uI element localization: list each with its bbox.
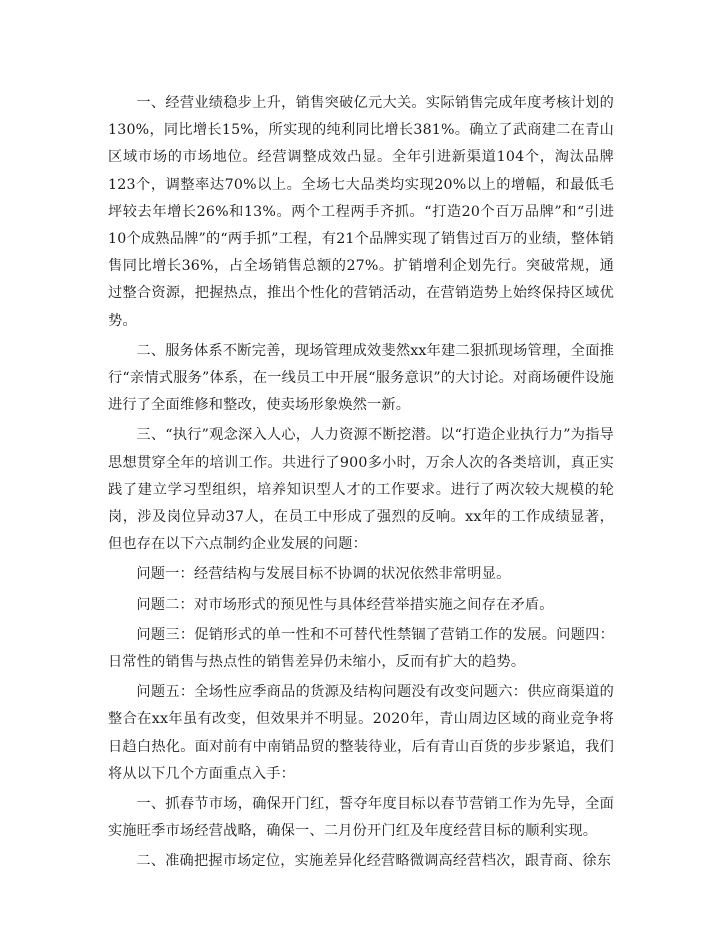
paragraph-problem-3-4: 问题三：促销形式的单一性和不可替代性禁锢了营销工作的发展。问题四：日常性的销售与热点性的销售差异仍未缩小，反而有扩大的趋势。 [108, 626, 614, 671]
paragraph-business-performance: 一、经营业绩稳步上升，销售突破亿元大关。实际销售完成年度考核计划的130%，同比增长15%，所实现的纯利同比增长381%。确立了武商建二在青山区域市场的市场地位。经营调整成效凸显。全年引进新渠道104个，淘汰品牌123个，调整率达70%以上。全场七大品类均实现20%以上的增幅，和最低毛坪较去年增长26%和13%。两个工程两手齐抓。“打造20个百万品牌”和“引进10个成熟品牌”的“两手抓”工程，有21个品牌实现了销售过百万的业绩，整体销售同比增长36%，占全场销售总额的27%。扩销增利企划先行。突破常规，通过整合资源，把握热点，推出个性化的营销活动，在营销造势上始终保持区域优势。 [108, 95, 614, 329]
paragraph-plan-market-positioning: 二、准确把握市场定位，实施差异化经营略微调高经营档次，跟青商、徐东 [136, 853, 612, 870]
paragraph-execution-hr: 三、“执行”观念深入人心，人力资源不断挖潜。以“打造企业执行力”为指导思想贯穿全年的培训工作。共进行了900多小时，万余人次的各类培训，真正实践了建立学习型组织，培养知识型人才的工作要求。进行了两次较大规模的轮岗，涉及岗位异动37人，在员工中形成了强烈的反响。xx年的工作成绩显著，但也存在以下六点制约企业发展的问题： [108, 427, 614, 553]
document-body [108, 90, 614, 876]
paragraph-problem-1: 问题一：经营结构与发展目标不协调的状况依然非常明显。 [136, 566, 511, 583]
paragraph-service-system: 二、服务体系不断完善，现场管理成效斐然xx年建二狠抓现场管理，全面推行“亲情式服务”体系，在一线员工中开展“服务意识”的大讨论。对商场硬件设施进行了全面维修和整改，使卖场形象焕然一新。 [108, 342, 614, 414]
paragraph-plan-spring-market: 一、抓春节市场，确保开门红，誓夺年度目标以春节营销工作为先导，全面实施旺季市场经营战略，确保一、二月份开门红及年度经营目标的顺利实现。 [108, 796, 614, 840]
paragraph-problem-2: 问题二：对市场形式的预见性与具体经营举措实施之间存在矛盾。 [136, 596, 554, 613]
paragraph-problem-5-6: 问题五：全场性应季商品的货源及结构问题没有改变问题六：供应商渠道的整合在xx年虽有改变，但效果并不明显。2020年，青山周边区域的商业竞争将日趋白热化。面对前有中南销品贸的整装待业，后有青山百货的步步紧追，我们将从以下几个方面重点入手： [108, 684, 614, 782]
